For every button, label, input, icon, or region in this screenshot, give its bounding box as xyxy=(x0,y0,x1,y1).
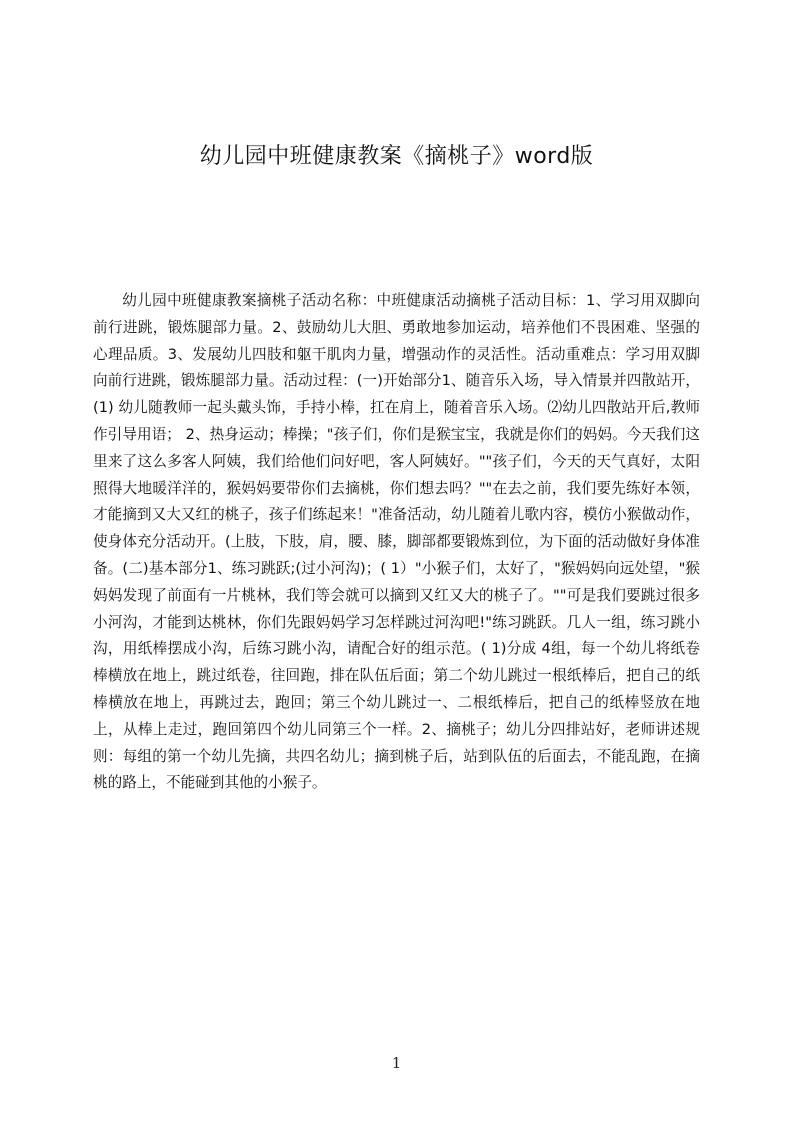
document-body xyxy=(93,288,700,848)
body-paragraph: 幼儿园中班健康教案摘桃子活动名称：中班健康活动摘桃子活动目标：1、学习用双脚向前行进跳，锻炼腿部力量。2、鼓励幼儿大胆、勇敢地参加运动，培养他们不畏困难、坚强的心理品质。3、发展幼儿四肢和躯干肌肉力量，增强动作的灵活性。活动重难点：学习用双脚向前行进跳，锻炼腿部力量。活动过程：(一)开始部分1、随音乐入场，导入情景并四散站开，(1) 幼儿随教师一起头戴头饰，手持小棒，扛在肩上，随着音乐入场。⑵幼儿四散站开后,教师作引导用语； 2、热身运动；棒操；"孩子们，你们是猴宝宝，我就是你们的妈妈。今天我们这里来了这么多客人阿姨，我们给他们问好吧，客人阿姨好。""孩子们，今天的天气真好，太阳照得大地暖洋洋的，猴妈妈要带你们去摘桃，你们想去吗？""在去之前，我们要先练好本领，才能摘到又大又红的桃子，孩子们练起来！"准备活动，幼儿随着儿歌内容，模仿小猴做动作，使身体充分活动开。(上肢，下肢，肩，腰、膝，脚部都要锻炼到位，为下面的活动做好身体准备。(二)基本部分1、练习跳跃;(过小河沟)；( 1）"小猴子们，太好了，"猴妈妈向远处望，"猴妈妈发现了前面有一片桃林，我们等会就可以摘到又红又大的桃子了。""可是我们要跳过很多小河沟，才能到达桃林，你们先跟妈妈学习怎样跳过河沟吧!"练习跳跃。几人一组，练习跳小沟，用纸棒摆成小沟，后练习跳小沟，请配合好的组示范。( 1)分成 4组，每一个幼儿将纸卷棒横放在地上，跳过纸卷，往回跑，排在队伍后面；第二个幼儿跳过一根纸棒后，把自己的纸棒横放在地上，再跳过去，跑回；第三个幼儿跳过一、二根纸棒后，把自己的纸棒竖放在地上，从棒上走过，跑回第四个幼儿同第三个一样。2、摘桃子；幼儿分四排站好，老师讲述规则：每组的第一个幼儿先摘，共四名幼儿；摘到桃子后，站到队伍的后面去，不能乱跑，在摘桃的路上，不能碰到其他的小猴子。 xyxy=(93,292,700,792)
page-number: 1 xyxy=(391,1054,402,1072)
document-title: 幼儿园中班健康教案《摘桃子》word版 xyxy=(199,144,594,169)
